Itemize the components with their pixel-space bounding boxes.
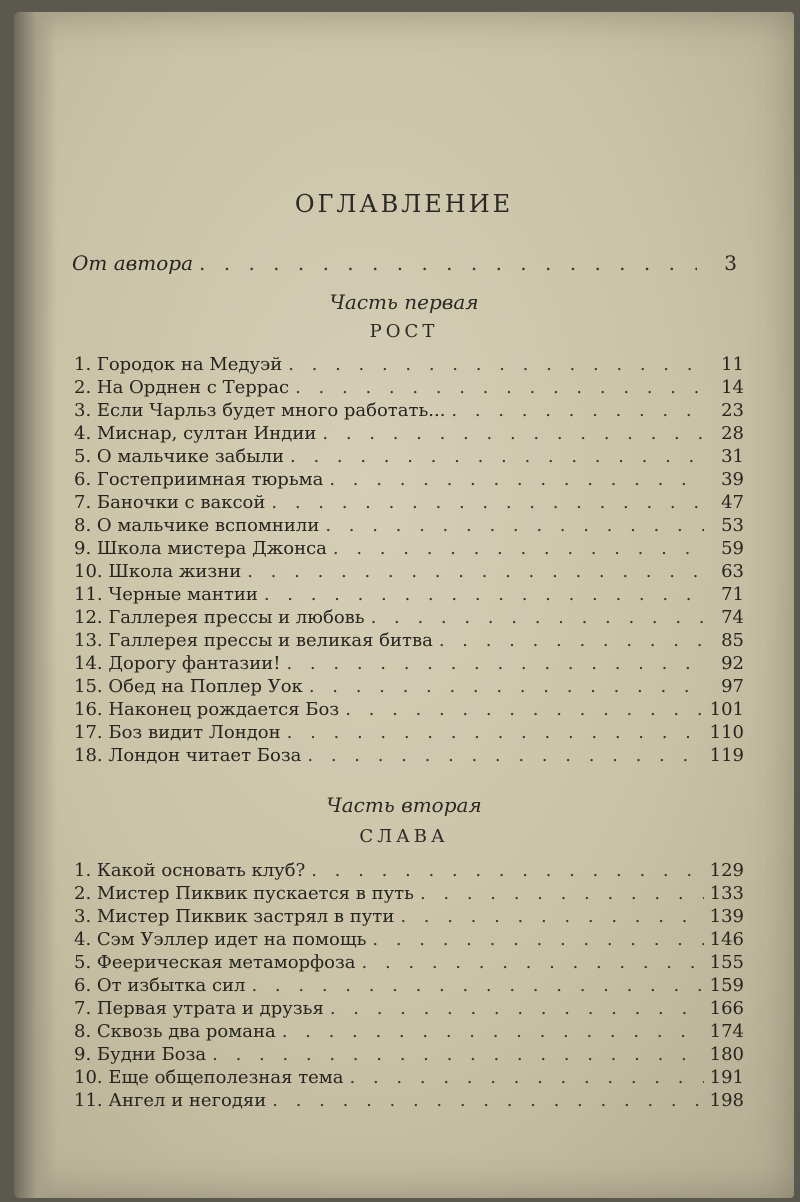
dot-leader bbox=[271, 492, 704, 514]
toc-entry bbox=[74, 607, 744, 629]
toc-entry-page: 28 bbox=[721, 423, 744, 444]
toc-entry-title: 6. Гостеприимная тюрьма bbox=[74, 469, 324, 490]
toc-entry-title: 5. Феерическая метаморфоза bbox=[74, 952, 356, 973]
dot-leader bbox=[295, 377, 704, 399]
dot-leader bbox=[325, 515, 704, 537]
toc-entry-title: 8. Сквозь два романа bbox=[74, 1021, 276, 1042]
toc-entry-title: 8. О мальчике вспомнили bbox=[74, 515, 320, 536]
toc-entry-page: 166 bbox=[709, 998, 744, 1019]
toc-entry-title: 6. От избытка сил bbox=[74, 975, 246, 996]
toc-entry-page: 11 bbox=[721, 354, 744, 375]
toc-entry bbox=[74, 446, 744, 468]
toc-entry-page: 97 bbox=[721, 676, 744, 697]
toc-entry bbox=[74, 515, 744, 537]
toc-entry-page: 14 bbox=[721, 377, 744, 398]
toc-entry-title: 3. Если Чарльз будет много работать... bbox=[74, 400, 446, 421]
toc-entry bbox=[74, 377, 744, 399]
toc-entry-title: 2. На Орднен с Террас bbox=[74, 377, 290, 398]
toc-entry-page: 198 bbox=[709, 1090, 744, 1111]
toc-entry bbox=[74, 906, 744, 928]
toc-entry bbox=[74, 1090, 744, 1112]
toc-entry bbox=[74, 492, 744, 514]
toc-entry bbox=[74, 929, 744, 951]
dot-leader bbox=[372, 929, 703, 951]
toc-entry-page: 146 bbox=[709, 929, 744, 950]
toc-entry-title: 17. Боз видит Лондон bbox=[74, 722, 281, 743]
toc-entry-title: 10. Еще общеполезная тема bbox=[74, 1067, 344, 1088]
dot-leader bbox=[290, 446, 704, 468]
toc-entry-title: 7. Первая утрата и друзья bbox=[74, 998, 324, 1019]
toc-entry-page: 159 bbox=[709, 975, 744, 996]
toc-entry bbox=[74, 584, 744, 606]
dot-leader bbox=[247, 561, 704, 583]
dot-leader bbox=[272, 1090, 703, 1112]
toc-entry-title: 5. О мальчике забыли bbox=[74, 446, 285, 467]
toc-entry-title: 10. Школа жизни bbox=[74, 561, 242, 582]
toc-entry bbox=[74, 1021, 744, 1043]
toc-entry-title: 4. Сэм Уэллер идет на помощь bbox=[74, 929, 367, 950]
toc-entry bbox=[74, 998, 744, 1020]
toc-entry bbox=[74, 722, 744, 744]
toc-entry-title: 16. Наконец рождается Боз bbox=[74, 699, 340, 720]
toc-entry-author bbox=[72, 252, 737, 274]
toc-entry-page: 191 bbox=[709, 1067, 744, 1088]
toc-entry bbox=[74, 860, 744, 882]
toc-entry bbox=[74, 561, 744, 583]
toc-entry bbox=[74, 975, 744, 997]
toc-entry bbox=[74, 1067, 744, 1089]
dot-leader bbox=[371, 607, 704, 629]
toc-entry-title: 4. Миснар, султан Индии bbox=[74, 423, 317, 444]
dot-leader bbox=[420, 883, 704, 905]
toc-entry bbox=[74, 883, 744, 905]
dot-leader bbox=[322, 423, 704, 445]
dot-leader bbox=[439, 630, 704, 652]
toc-entry-title: 7. Баночки с ваксой bbox=[74, 492, 266, 513]
toc-entry-page: 133 bbox=[709, 883, 744, 904]
dot-leader bbox=[451, 400, 704, 422]
toc-entry-page: 71 bbox=[721, 584, 744, 605]
toc-entry-title: 2. Мистер Пиквик пускается в путь bbox=[74, 883, 414, 904]
part-two-label: Часть вторая bbox=[326, 793, 482, 817]
dot-leader bbox=[329, 469, 704, 491]
toc-entry bbox=[74, 400, 744, 422]
toc-entry bbox=[74, 630, 744, 652]
part-one-name: РОСТ bbox=[369, 321, 439, 342]
dot-leader bbox=[400, 906, 703, 928]
toc-entry-title: От автора bbox=[72, 251, 194, 275]
toc-entry-title: 11. Черные мантии bbox=[74, 584, 258, 605]
toc-entry bbox=[74, 676, 744, 698]
dot-leader bbox=[307, 745, 703, 767]
toc-entry-page: 180 bbox=[709, 1044, 744, 1065]
toc-entry-page: 155 bbox=[709, 952, 744, 973]
book-page bbox=[14, 12, 794, 1198]
toc-entry-page: 3 bbox=[724, 251, 737, 275]
toc-entry-page: 63 bbox=[721, 561, 744, 582]
dot-leader bbox=[212, 1044, 704, 1066]
toc-entry-page: 101 bbox=[709, 699, 744, 720]
dot-leader bbox=[286, 653, 704, 675]
dot-leader bbox=[309, 676, 704, 698]
dot-leader bbox=[333, 538, 704, 560]
toc-entry-page: 174 bbox=[709, 1021, 744, 1042]
toc-entry-page: 39 bbox=[721, 469, 744, 490]
dot-leader bbox=[350, 1067, 704, 1089]
dot-leader bbox=[362, 952, 704, 974]
toc-entry-page: 47 bbox=[721, 492, 744, 513]
toc-entry-title: 11. Ангел и негодяи bbox=[74, 1090, 267, 1111]
toc-entry-title: 14. Дорогу фантазии! bbox=[74, 653, 281, 674]
toc-entry-title: 3. Мистер Пиквик застрял в пути bbox=[74, 906, 395, 927]
toc-entry-title: 1. Какой основать клуб? bbox=[74, 860, 306, 881]
toc-entry-page: 23 bbox=[721, 400, 744, 421]
toc-entry-title: 15. Обед на Поплер Уок bbox=[74, 676, 303, 697]
toc-entry-title: 1. Городок на Медуэй bbox=[74, 354, 283, 375]
page-title: ОГЛАВЛЕНИЕ bbox=[294, 190, 514, 218]
toc-entry-page: 110 bbox=[709, 722, 744, 743]
dot-leader bbox=[264, 584, 704, 606]
dot-leader bbox=[282, 1021, 704, 1043]
toc-entry bbox=[74, 423, 744, 445]
toc-entry-page: 119 bbox=[709, 745, 744, 766]
toc-entry-title: 18. Лондон читает Боза bbox=[74, 745, 302, 766]
dot-leader bbox=[251, 975, 703, 997]
dot-leader bbox=[287, 722, 704, 744]
toc-entry-page: 85 bbox=[721, 630, 744, 651]
toc-entry-page: 53 bbox=[721, 515, 744, 536]
toc-entry bbox=[74, 653, 744, 675]
dot-leader bbox=[199, 252, 697, 274]
toc-entry-page: 59 bbox=[721, 538, 744, 559]
toc-entry-title: 9. Школа мистера Джонса bbox=[74, 538, 327, 559]
toc-entry-page: 74 bbox=[721, 607, 744, 628]
toc-entry-page: 92 bbox=[721, 653, 744, 674]
toc-entry bbox=[74, 469, 744, 491]
toc-entry bbox=[74, 538, 744, 560]
dot-leader bbox=[311, 860, 703, 882]
toc-entry bbox=[74, 1044, 744, 1066]
part-one-label: Часть первая bbox=[329, 290, 479, 314]
part-two-name: СЛАВА bbox=[359, 826, 449, 847]
dot-leader bbox=[330, 998, 704, 1020]
toc-entry bbox=[74, 354, 744, 376]
toc-entry-page: 139 bbox=[709, 906, 744, 927]
toc-entry bbox=[74, 699, 744, 721]
toc-entry-title: 9. Будни Боза bbox=[74, 1044, 207, 1065]
dot-leader bbox=[345, 699, 703, 721]
toc-entry bbox=[74, 745, 744, 767]
dot-leader bbox=[288, 354, 704, 376]
toc-entry-title: 13. Галлерея прессы и великая битва bbox=[74, 630, 433, 651]
toc-entry-title: 12. Галлерея прессы и любовь bbox=[74, 607, 365, 628]
toc-entry-page: 129 bbox=[709, 860, 744, 881]
toc-entry-page: 31 bbox=[721, 446, 744, 467]
toc-entry bbox=[74, 952, 744, 974]
